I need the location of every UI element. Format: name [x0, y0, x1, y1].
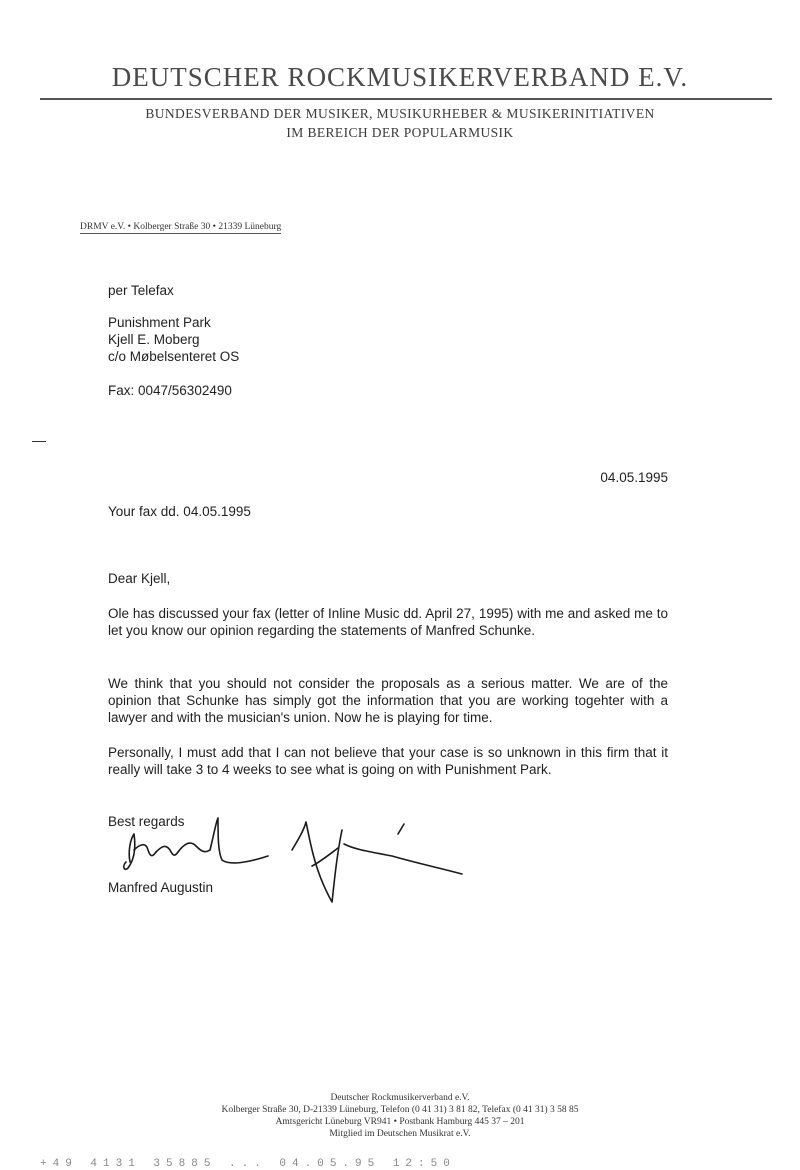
footer-address: Kolberger Straße 30, D-21339 Lüneburg, Telefon (0 41 31) 3 81 82, Telefax (0 41 31) 3 58 85: [221, 1105, 579, 1115]
letterhead-rule: [40, 98, 772, 100]
body-paragraph-1: Ole has discussed your fax (letter of Inline Music dd. April 27, 1995) with me and asked me to let you know our opinion regarding the statements of Manfred Schunke.: [108, 606, 668, 638]
delivery-method: per Telefax: [108, 283, 174, 298]
body-paragraph-3: Personally, I must add that I can not believe that your case is so unknown in this firm that it really will take 3 to 4 weeks to see what is going on with Punishment Park.: [108, 745, 668, 777]
fold-mark: [32, 441, 46, 442]
letterhead-subtitle-1: BUNDESVERBAND DER MUSIKER, MUSIKURHEBER & MUSIKERINITIATIVEN: [145, 106, 655, 121]
recipient-contact: Kjell E. Moberg: [108, 332, 200, 347]
closing: Best regards: [108, 814, 185, 829]
sender-address-line: DRMV e.V. • Kolberger Straße 30 • 21339 Lüneburg: [80, 222, 282, 232]
reference-line: Your fax dd. 04.05.1995: [108, 504, 251, 519]
handwritten-signature: [100, 800, 480, 920]
recipient-fax: Fax: 0047/56302490: [108, 383, 232, 398]
salutation: Dear Kjell,: [108, 571, 171, 586]
footer-org-name: Deutscher Rockmusikerverband e.V.: [330, 1093, 470, 1103]
footer-registration: Amtsgericht Lüneburg VR941 • Postbank Hamburg 445 37 – 201: [275, 1117, 525, 1127]
footer-membership: Mitglied im Deutschen Musikrat e.V.: [329, 1129, 471, 1139]
signatory-name: Manfred Augustin: [108, 880, 214, 895]
letter-date: 04.05.1995: [600, 470, 668, 485]
recipient-name: Punishment Park: [108, 315, 211, 330]
body-paragraph-2: We think that you should not consider the proposals as a serious matter. We are of the opinion that Schunke has simply got the information that you are working togehter with a lawyer and with the musician's union. Now he is playing for time.: [108, 676, 668, 725]
recipient-care-of: c/o Møbelsenteret OS: [108, 349, 240, 364]
organization-name: DEUTSCHER ROCKMUSIKERVERBAND E.V.: [111, 62, 689, 92]
fax-transmission-header: +49 4131 35885 ... 04.05.95 12:50: [40, 1158, 456, 1170]
letterhead-subtitle-2: IM BEREICH DER POPULARMUSIK: [286, 125, 514, 140]
